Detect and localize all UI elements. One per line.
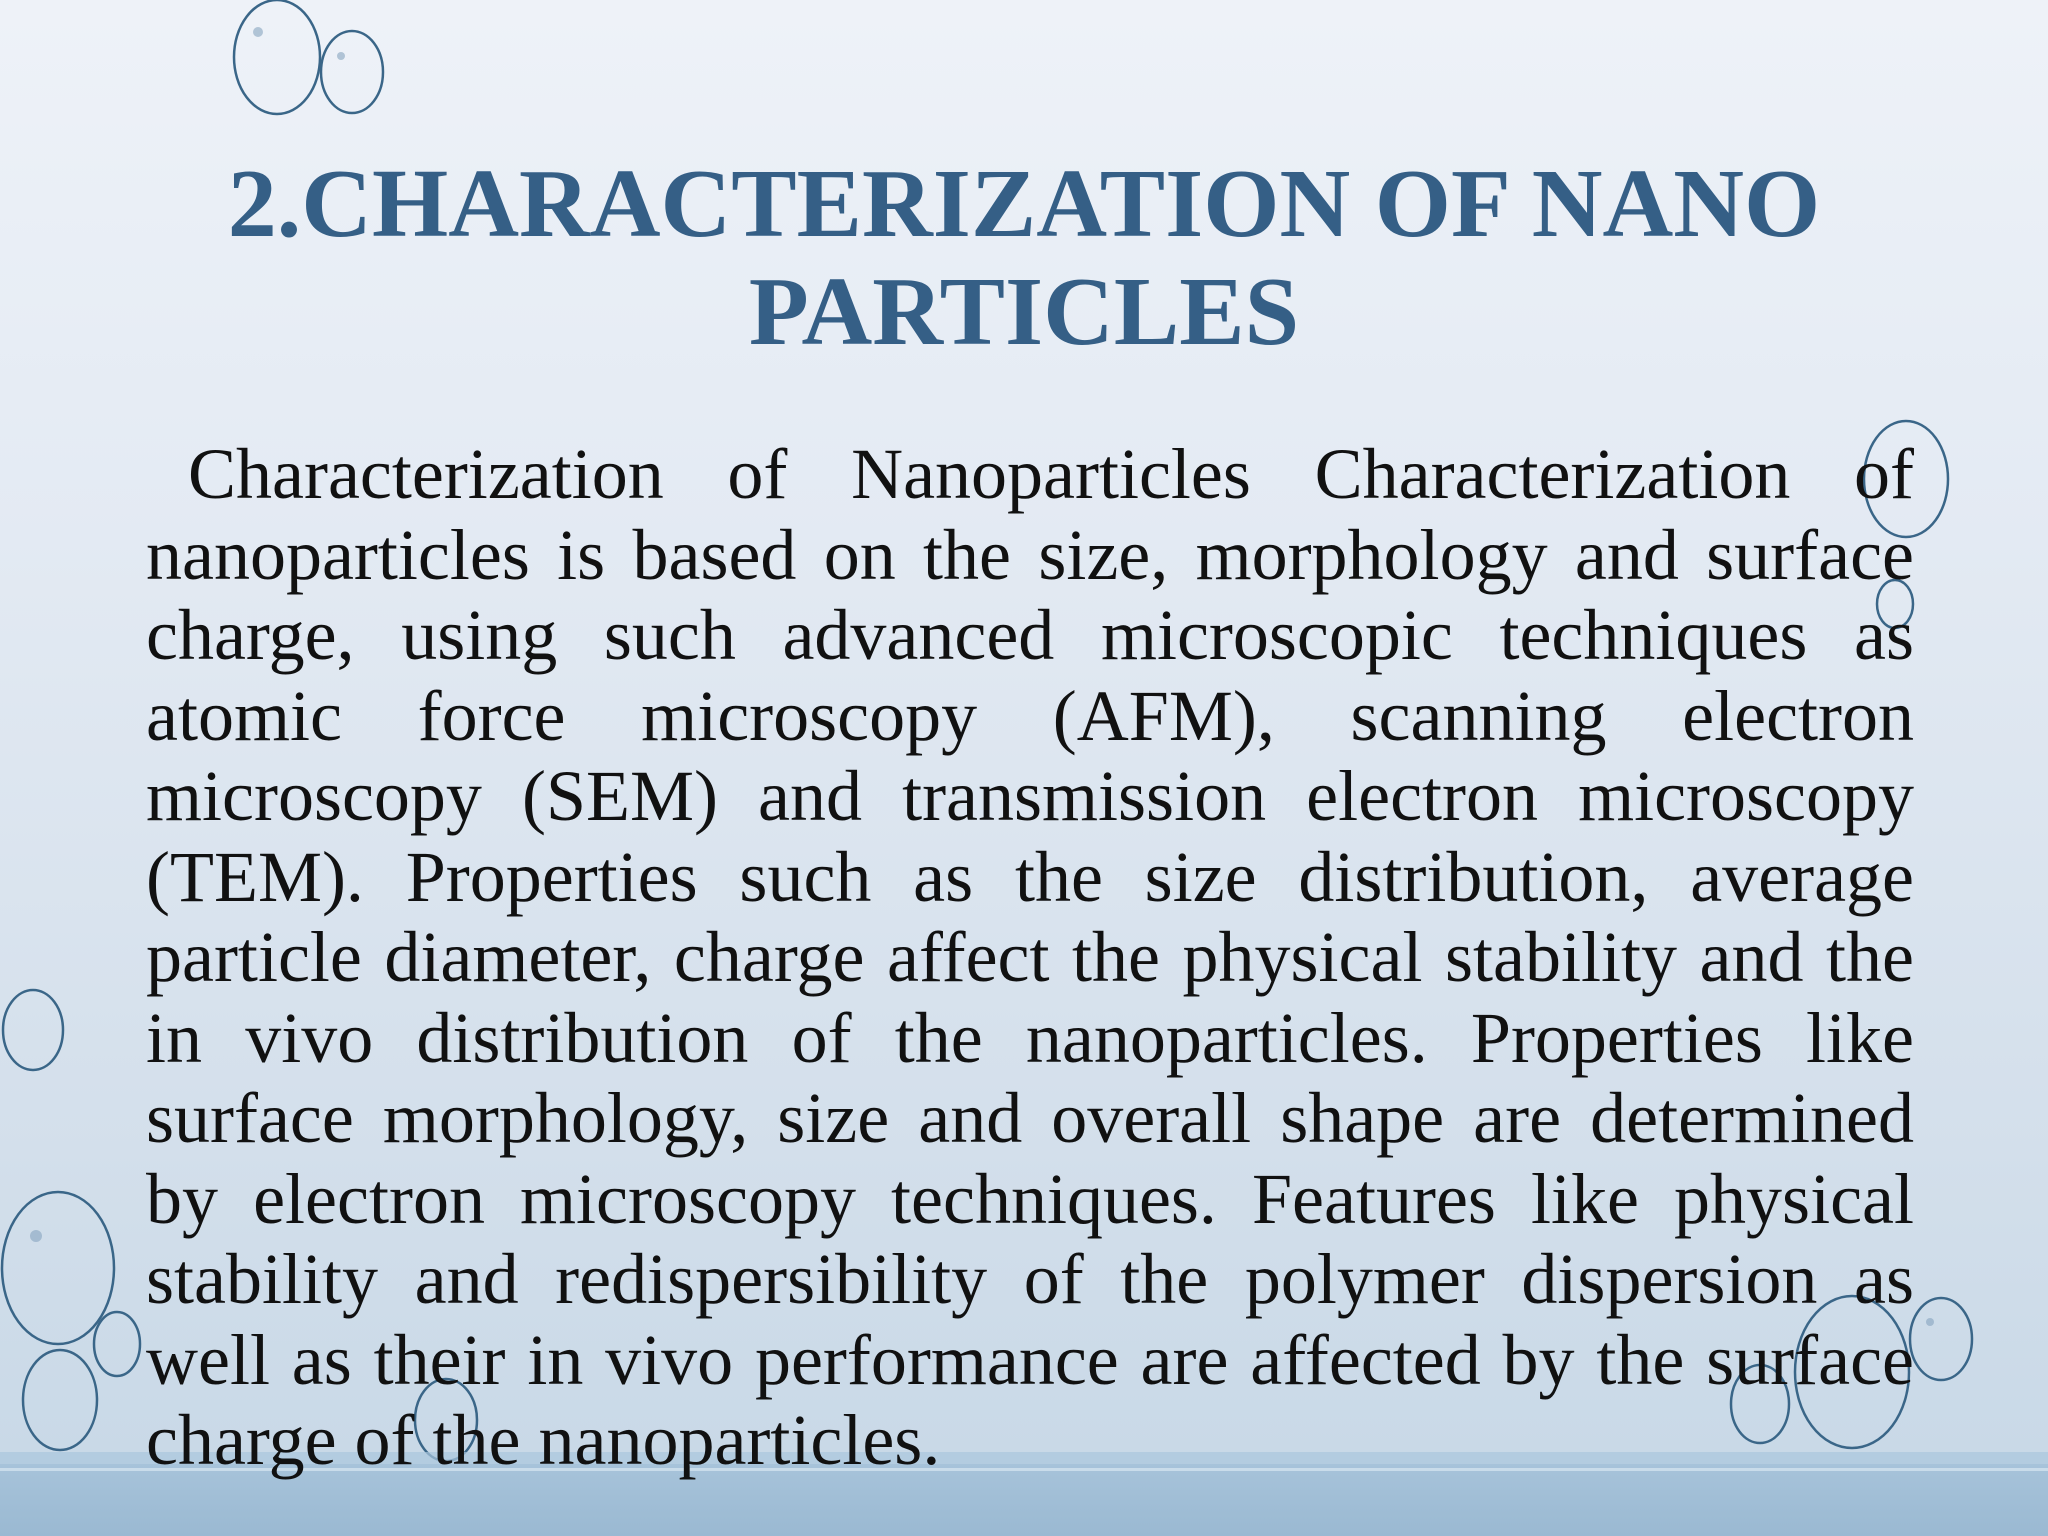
slide-title: 2.CHARACTERIZATION OF NANO PARTICLES [227, 150, 1821, 366]
bubble-left-small [94, 1312, 140, 1376]
slide-body-text: Characterization of Nanoparticles Characterization of nanoparticles is based on the size, morphology and surface charge, using such advanced microscopic techniques as atomic force microscopy (AFM), scanning electron microscopy (SEM) and transmission electron microscopy (TEM). Properties such as the size distribution, average particle diameter, charge affect the physical stability and the in vivo distribution of the nanoparticles. Properties like surface morphology, size and overall shape are determined by electron microscopy techniques. Features like physical stability and redispersibility of the polymer dispersion as well as their in vivo performance are affected by the surface charge of the nanoparticles. [146, 434, 1914, 1480]
bubble-top-large [234, 0, 320, 114]
bubble-top-small [321, 31, 383, 113]
bubble-left-large [2, 1192, 114, 1344]
bubble-left-bottom [23, 1350, 97, 1450]
bubble-right-bottom-edge [1910, 1298, 1972, 1380]
bubble-left-mid [3, 990, 63, 1070]
